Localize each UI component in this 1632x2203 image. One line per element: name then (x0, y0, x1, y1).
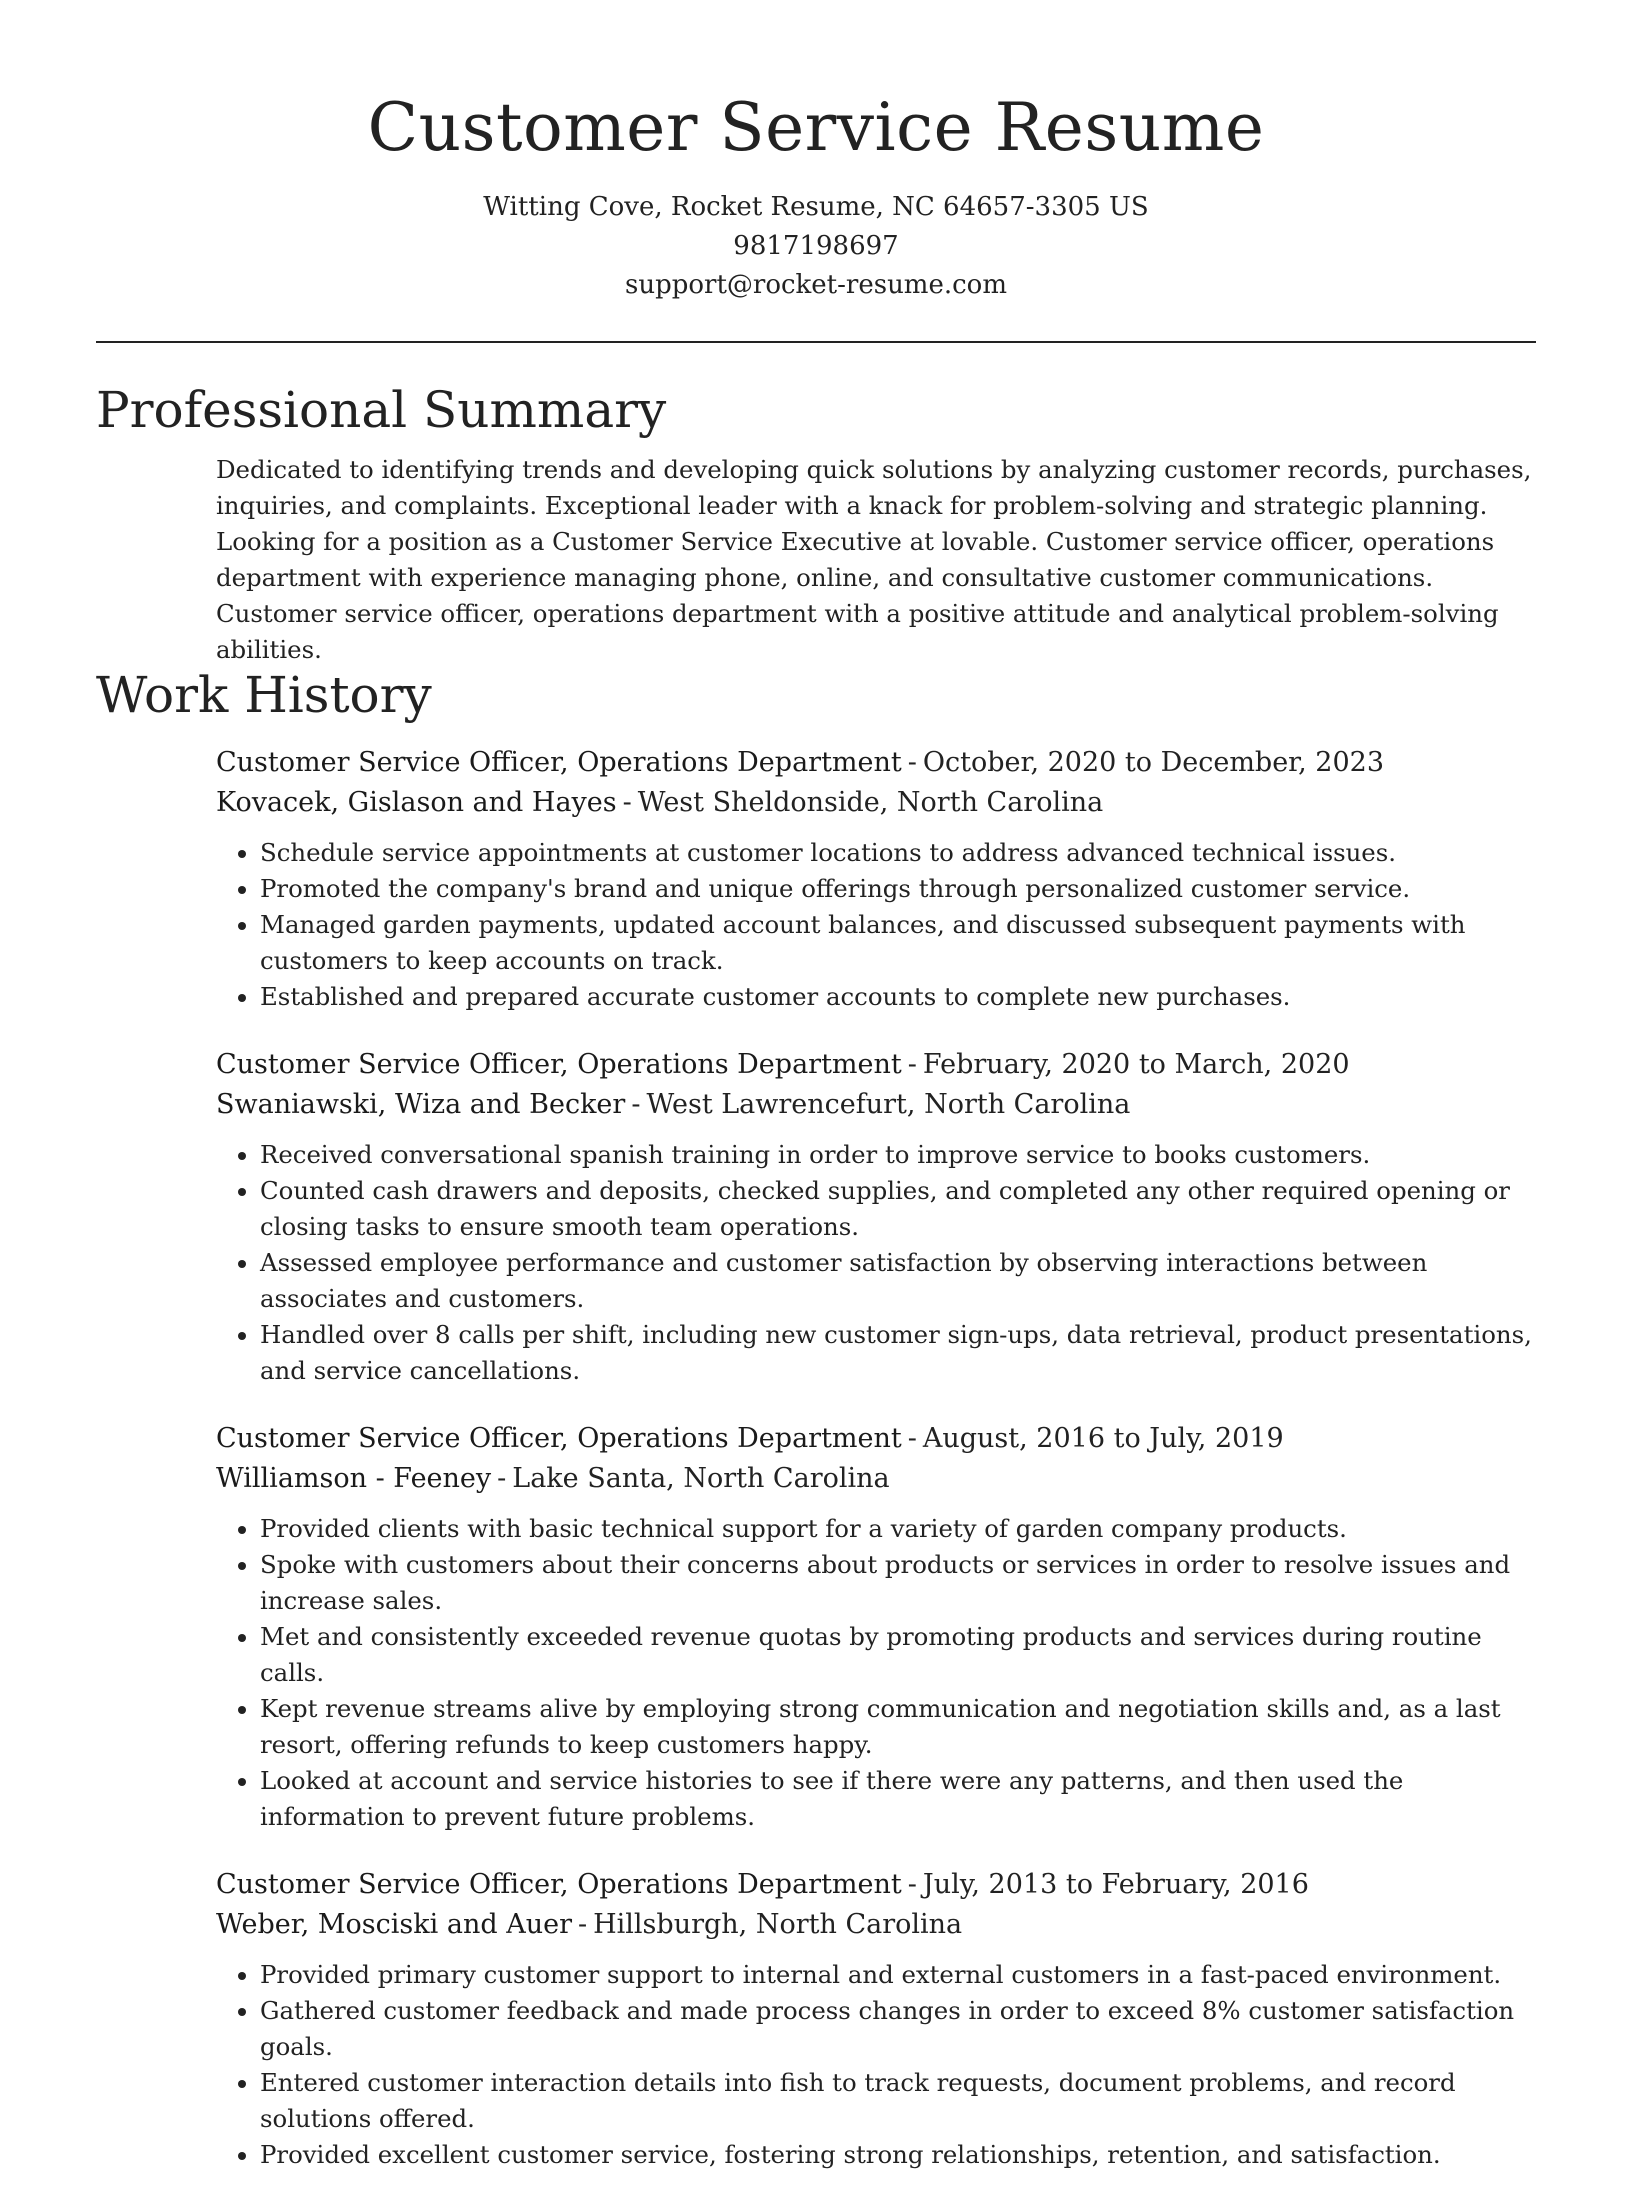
job-bullet: • Provided excellent customer service, fostering strong relationships, retention, and satisfaction. (260, 2137, 1536, 2173)
job-bullet-list (216, 1511, 1536, 1835)
resume-title: Customer Service Resume (367, 89, 1265, 166)
job-bullet: • Provided clients with basic technical support for a variety of garden company products. (260, 1511, 1536, 1547)
job-dates: February, 2020 to March, 2020 (922, 1049, 1350, 1080)
job-bullet: • Looked at account and service histories to see if there were any patterns, and then used the information to prevent future problems. (260, 1763, 1536, 1835)
summary-heading: Professional Summary (96, 381, 667, 439)
job-dates: July, 2013 to February, 2016 (922, 1869, 1309, 1900)
job-bullet: • Managed garden payments, updated account balances, and discussed subsequent payments with customers to keep accounts on track. (260, 907, 1536, 979)
job-location: Lake Santa, North Carolina (512, 1463, 890, 1494)
work-history-section (96, 663, 1536, 2203)
job-bullet: • Gathered customer feedback and made process changes in order to exceed 8% customer satisfaction goals. (260, 1993, 1536, 2065)
work-history-heading: Work History (96, 666, 432, 724)
job-bullet: • Established and prepared accurate customer accounts to complete new purchases. (260, 979, 1536, 1015)
job-separator: - (907, 747, 917, 778)
job-entry (216, 1419, 1536, 1835)
contact-block (0, 188, 1632, 305)
job-bullet: • Received conversational spanish training in order to improve service to books customers. (260, 1137, 1536, 1173)
job-title-line (216, 1865, 1536, 1905)
job-company-line (216, 1085, 1536, 1125)
job-company-line (216, 1459, 1536, 1499)
job-company: Kovacek, Gislason and Hayes (216, 787, 617, 818)
job-location: Hillsburgh, North Carolina (593, 1909, 963, 1940)
job-location: West Sheldonside, North Carolina (637, 787, 1104, 818)
job-position: Customer Service Officer, Operations Department (216, 1423, 902, 1454)
job-entry (216, 743, 1536, 1015)
job-position: Customer Service Officer, Operations Department (216, 1869, 902, 1900)
job-bullet: • Entered customer interaction details into fish to track requests, document problems, and record solutions offered. (260, 2065, 1536, 2137)
summary-section (96, 378, 1536, 668)
job-bullet-list (216, 835, 1536, 1015)
job-separator: - (577, 1909, 588, 1940)
job-company: Williamson - Feeney (216, 1463, 492, 1494)
contact-address: Witting Cove, Rocket Resume, NC 64657-3305 US (483, 192, 1149, 222)
job-bullet: • Promoted the company's brand and unique offerings through personalized customer service. (260, 871, 1536, 907)
job-bullet: • Provided primary customer support to internal and external customers in a fast-paced environment. (260, 1957, 1536, 1993)
job-bullet: • Spoke with customers about their concerns about products or services in order to resolve issues and increase sales. (260, 1547, 1536, 1619)
resume-header (0, 0, 1632, 305)
job-title-line (216, 1045, 1536, 1085)
job-separator: - (907, 1049, 917, 1080)
job-separator: - (622, 787, 632, 818)
job-company: Swaniawski, Wiza and Becker (216, 1089, 626, 1120)
header-divider (96, 341, 1536, 343)
contact-phone: 9817198697 (733, 231, 899, 261)
job-separator: - (907, 1869, 917, 1900)
job-bullet: • Handled over 8 calls per shift, including new customer sign-ups, data retrieval, product presentations, and service cancellations. (260, 1317, 1536, 1389)
job-separator: - (907, 1423, 917, 1454)
job-title-line (216, 1419, 1536, 1459)
job-dates: August, 2016 to July, 2019 (922, 1423, 1284, 1454)
job-company: Weber, Mosciski and Auer (216, 1909, 572, 1940)
job-bullet: • Counted cash drawers and deposits, checked supplies, and completed any other required opening or closing tasks to ensure smooth team operations. (260, 1173, 1536, 1245)
job-bullet-list (216, 1137, 1536, 1389)
job-bullet: • Assessed employee performance and customer satisfaction by observing interactions between associates and customers. (260, 1245, 1536, 1317)
job-bullet: • Kept revenue streams alive by employing strong communication and negotiation skills and, as a last resort, offering refunds to keep customers happy. (260, 1691, 1536, 1763)
job-bullet: • Met and consistently exceeded revenue quotas by promoting products and services during routine calls. (260, 1619, 1536, 1691)
job-title-line (216, 743, 1536, 783)
job-bullet-list (216, 1957, 1536, 2173)
job-dates: October, 2020 to December, 2023 (922, 747, 1384, 778)
job-separator: - (631, 1089, 641, 1120)
job-company-line (216, 1905, 1536, 1945)
job-position: Customer Service Officer, Operations Department (216, 747, 902, 778)
job-entry (216, 1865, 1536, 2173)
job-location: West Lawrencefurt, North Carolina (646, 1089, 1131, 1120)
job-bullet: • Schedule service appointments at customer locations to address advanced technical issues. (260, 835, 1536, 871)
job-list (96, 743, 1536, 2173)
job-company-line (216, 783, 1536, 823)
job-position: Customer Service Officer, Operations Department (216, 1049, 902, 1080)
job-entry (216, 1045, 1536, 1389)
contact-email: support@rocket-resume.com (624, 270, 1007, 300)
summary-text: Dedicated to identifying trends and developing quick solutions by analyzing customer records, purchases, inquiries, and complaints. Exceptional leader with a knack for problem-solving and strategic planning. Looking for a position as a Customer Service Executive at lovable. Customer service officer, operations department with experience managing phone, online, and consultative customer communications. Customer service officer, operations department with a positive attitude and analytical problem-solving abilities. (216, 455, 1532, 664)
job-separator: - (497, 1463, 507, 1494)
